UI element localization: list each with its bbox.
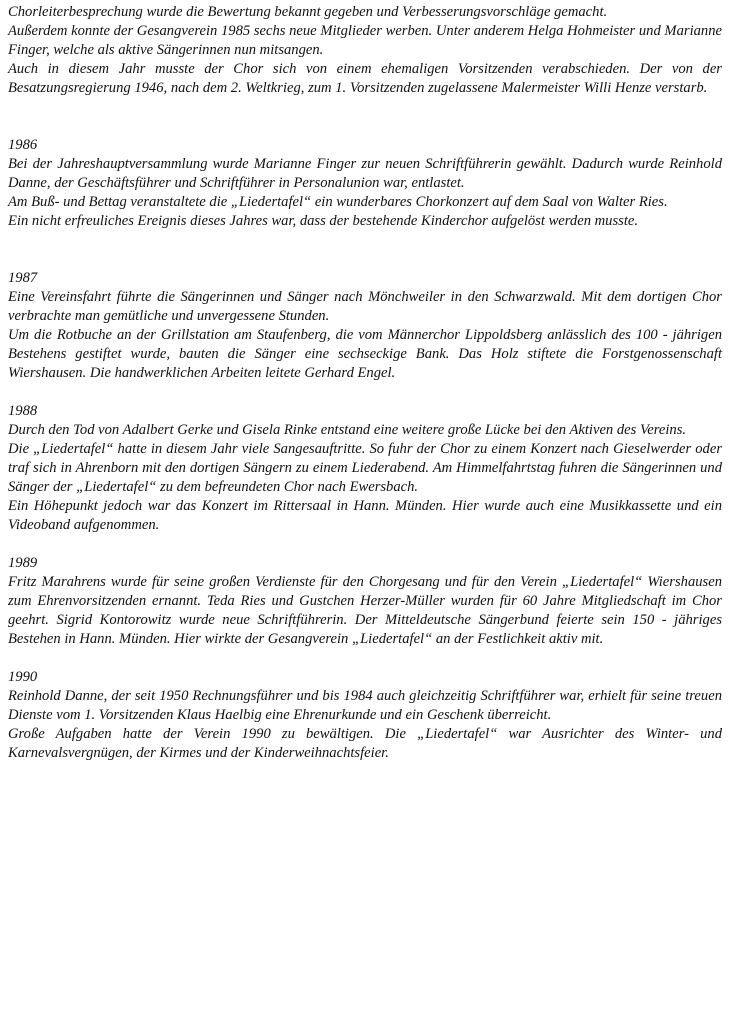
year-heading: 1988 bbox=[8, 403, 38, 419]
section-paragraph: Durch den Tod von Adalbert Gerke und Gisela Rinke entstand eine weitere große Lücke bei den Aktiven des Vereins. bbox=[8, 422, 687, 438]
section-paragraph: Um die Rotbuche an der Grillstation am Staufenberg, die vom Männerchor Lippoldsberg anlässlich des 100 - jährigen Bestehens gestiftet wurde, bauten die Sänger eine sechseckige Bank. Das Holz stiftete die Forstgenossenschaft Wiershausen. Die handwerklichen Arbeiten leitete Gerhard Engel. bbox=[8, 327, 722, 381]
intro-section bbox=[8, 3, 722, 98]
section-paragraph: Am Buß- und Bettag veranstaltete die „Liedertafel“ ein wunderbares Chorkonzert auf dem Saal von Walter Ries. bbox=[8, 194, 668, 210]
section-paragraph: Die „Liedertafel“ hatte in diesem Jahr viele Sangesauftritte. So fuhr der Chor zu einem Konzert nach Gieselwerder oder traf sich in Ahrenborn mit den dortigen Sängern zu einem Liederabend. Am Himmelfahrtstag fuhren die Sängerinnen und Sänger der „Liedertafel“ zu dem befreundeten Chor nach Ewersbach. bbox=[8, 441, 722, 495]
section-1989 bbox=[8, 554, 722, 649]
section-paragraph: Ein Höhepunkt jedoch war das Konzert im Rittersaal in Hann. Münden. Hier wurde auch eine Musikkassette und ein Videoband aufgenommen. bbox=[8, 498, 722, 533]
section-paragraph: Ein nicht erfreuliches Ereignis dieses Jahres war, dass der bestehende Kinderchor aufgelöst werden musste. bbox=[8, 213, 639, 229]
section-paragraph: Bei der Jahreshauptversammlung wurde Marianne Finger zur neuen Schriftführerin gewählt. Dadurch wurde Reinhold Danne, der Geschäftsführer und Schriftführer in Personalunion war, entlastet. bbox=[8, 156, 722, 191]
intro-paragraph: Außerdem konnte der Gesangverein 1985 sechs neue Mitglieder werben. Unter anderem Helga Hohmeister und Marianne Finger, welche als aktive Sängerinnen nun mitsangen. bbox=[8, 23, 722, 58]
year-heading: 1987 bbox=[8, 270, 38, 286]
year-heading: 1990 bbox=[8, 669, 38, 685]
section-1988 bbox=[8, 402, 722, 535]
section-paragraph: Eine Vereinsfahrt führte die Sängerinnen und Sänger nach Mönchweiler in den Schwarzwald. Mit dem dortigen Chor verbrachte man gemütliche und unvergessene Stunden. bbox=[8, 289, 722, 324]
intro-paragraph: Auch in diesem Jahr musste der Chor sich von einem ehemaligen Vorsitzenden verabschieden. Der von der Besatzungsregierung 1946, nach dem 2. Weltkrieg, zum 1. Vorsitzenden zugelassene Malermeister Willi Henze verstarb. bbox=[8, 61, 722, 96]
section-1990 bbox=[8, 668, 722, 763]
section-1986 bbox=[8, 136, 722, 231]
year-heading: 1989 bbox=[8, 555, 38, 571]
section-paragraph: Fritz Marahrens wurde für seine großen Verdienste für den Chorgesang und für den Verein „Liedertafel“ Wiershausen zum Ehrenvorsitzenden ernannt. Teda Ries und Gustchen Herzer-Müller wurden für 60 Jahre Mitgliedschaft im Chor geehrt. Sigrid Kontorowitz wurde neue Schriftführerin. Der Mitteldeutsche Sängerbund feierte sein 150 - jähriges Bestehen in Hann. Münden. Hier wirkte der Gesangverein „Liedertafel“ an der Festlichkeit aktiv mit. bbox=[8, 574, 722, 647]
section-1987 bbox=[8, 269, 722, 383]
intro-paragraph: Chorleiterbesprechung wurde die Bewertung bekannt gegeben und Verbesserungsvorschläge gemacht. bbox=[8, 4, 608, 20]
year-heading: 1986 bbox=[8, 137, 38, 153]
section-paragraph: Reinhold Danne, der seit 1950 Rechnungsführer und bis 1984 auch gleichzeitig Schriftführer war, erhielt für seine treuen Dienste vom 1. Vorsitzenden Klaus Haelbig eine Ehrenurkunde und ein Geschenk überreicht. bbox=[8, 688, 722, 723]
section-paragraph: Große Aufgaben hatte der Verein 1990 zu bewältigen. Die „Liedertafel“ war Ausrichter des Winter- und Karnevalsvergnügen, der Kirmes und der Kinderweihnachtsfeier. bbox=[8, 726, 722, 761]
